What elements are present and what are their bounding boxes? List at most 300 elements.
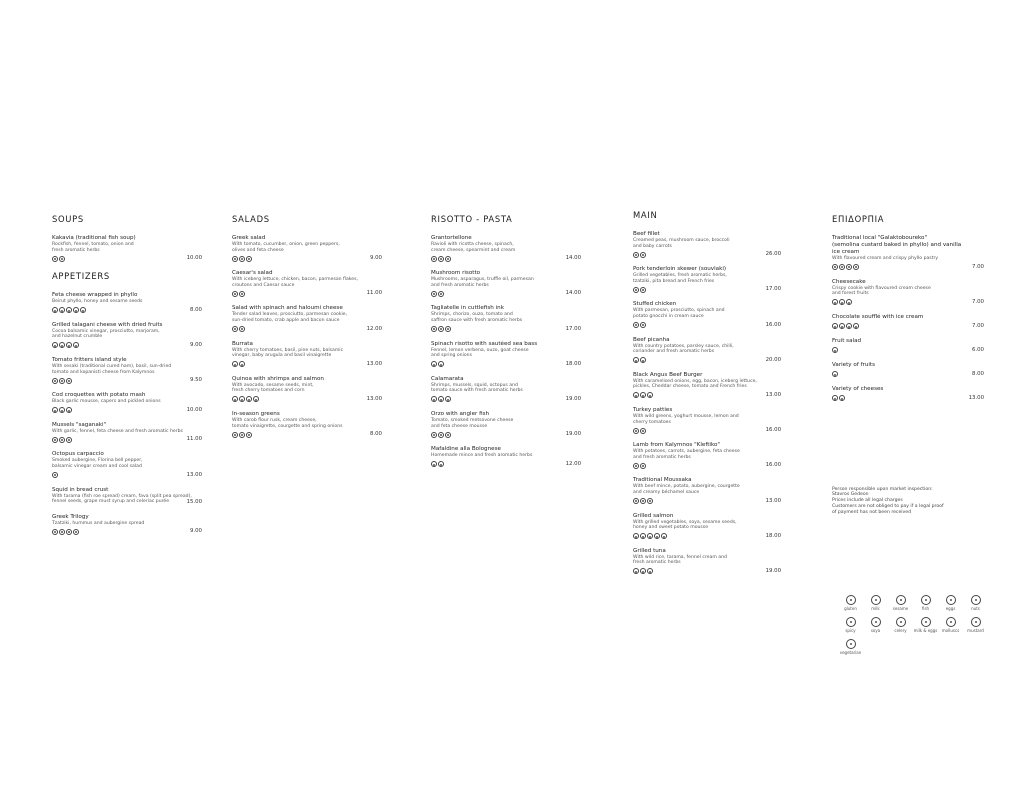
menu-item — [52, 514, 202, 535]
legend-label: molluscs — [941, 628, 960, 633]
allergen-icon — [839, 299, 845, 305]
dish-price: 15.00 — [186, 498, 202, 505]
dish-price: 18.00 — [765, 532, 781, 539]
legend-label: nuts — [971, 606, 980, 611]
allergen-icon — [66, 407, 72, 413]
menu-item — [832, 362, 984, 377]
legend-item — [938, 595, 963, 611]
allergen-icons — [832, 298, 984, 305]
menu-item — [431, 446, 581, 467]
allergen-icon — [253, 396, 259, 402]
note-line: Customers are not obliged to pay if a legal proof — [832, 503, 944, 509]
legend-item — [863, 617, 888, 633]
milk-icon — [871, 595, 881, 605]
allergen-icon — [647, 392, 653, 398]
fish-icon — [921, 595, 931, 605]
dish-description: Rockfish, fennel, tomato, onion and — [52, 242, 134, 247]
gluten-icon — [846, 595, 856, 605]
menu-item — [52, 451, 202, 477]
dish-price: 11.00 — [186, 436, 202, 443]
dish-price: 18.00 — [565, 360, 581, 367]
menu-item — [431, 376, 581, 402]
allergen-icons — [633, 285, 781, 292]
dish-name: Grilled salmon — [633, 512, 674, 519]
legend-row — [838, 595, 988, 611]
allergen-icon — [633, 322, 639, 328]
dish-price: 13.00 — [366, 395, 382, 402]
note-line: Prices include all legal charges — [832, 498, 903, 504]
allergen-icon — [246, 432, 252, 438]
column-1 — [52, 214, 202, 543]
dish-price: 14.00 — [565, 255, 581, 262]
celery-icon — [896, 617, 906, 627]
menu-item — [633, 477, 781, 503]
note-line: of payment has not been received — [832, 509, 912, 515]
allergen-icons — [52, 471, 202, 478]
dish-name: Greek salad — [232, 235, 266, 241]
allergen-icon — [654, 533, 660, 539]
allergen-icon — [431, 326, 437, 332]
risotto-pasta-heading: RISOTTO - PASTA — [431, 214, 513, 224]
dish-price: 12.00 — [565, 460, 581, 467]
dish-price: 16.00 — [765, 462, 781, 469]
allergen-icon — [66, 437, 72, 443]
dish-description: With wild greens, yoghurt mousse, lemon and — [633, 413, 739, 419]
allergen-icon — [52, 529, 58, 535]
legend-label: mustard — [967, 628, 984, 633]
allergen-icon — [647, 498, 653, 504]
dish-description: With tomato, cucumber, onion, green peppers, — [232, 242, 340, 247]
dish-description: With garlic, fennel, feta cheese and fresh aromatic herbs — [52, 428, 183, 434]
dessert-heading: ΕΠΙΔΟΡΠΙΑ — [832, 214, 885, 224]
legend-label: vegetarian — [839, 650, 862, 655]
menu-item — [52, 392, 202, 413]
allergen-icon — [73, 529, 79, 535]
dish-description: With country potatoes, parsley sauce, chilli, — [633, 343, 734, 349]
dish-price: 9.00 — [369, 255, 382, 262]
dish-price: 16.00 — [765, 321, 781, 328]
allergen-icon — [59, 529, 65, 535]
dish-price: 19.00 — [565, 395, 581, 402]
menu-item — [232, 235, 382, 261]
allergen-icon — [445, 396, 451, 402]
dish-description: Grilled vegetables, fresh aromatic herbs, — [633, 273, 727, 279]
dish-description: balsamic vinegar cream and cool salad — [52, 463, 142, 469]
allergen-icons — [431, 289, 581, 296]
dish-name: Traditional Moussaka — [633, 477, 692, 484]
allergen-icon — [832, 299, 838, 305]
allergen-icon — [633, 463, 639, 469]
dish-name: Burrata — [232, 340, 253, 347]
legend-label: fish — [921, 606, 930, 611]
allergen-icon — [640, 392, 646, 398]
allergen-icons — [633, 321, 781, 328]
allergen-icon — [232, 361, 238, 367]
menu-item — [52, 235, 202, 261]
menu-item — [431, 235, 581, 261]
allergen-icon — [246, 396, 252, 402]
dish-description: and fresh aromatic herbs — [431, 282, 489, 288]
dish-description: With caramelised onions, egg, bacon, iceberg lettuce, — [633, 378, 757, 384]
allergen-icon — [647, 533, 653, 539]
dish-description: Tender salad leaves, prosciutto, parmesan cookie, — [232, 312, 348, 318]
dish-name: Pork tenderloin skewer (souvlaki) — [633, 266, 727, 273]
dish-price: 9.00 — [189, 341, 202, 348]
allergen-icon — [633, 252, 639, 258]
dish-price: 8.00 — [971, 370, 984, 377]
dish-price: 13.00 — [366, 360, 382, 367]
menu-item — [832, 338, 984, 353]
allergen-icon — [633, 357, 639, 363]
dish-price: 7.00 — [971, 298, 984, 305]
dish-description: fresh aromatic herbs — [633, 560, 681, 566]
dish-description: With sesaki (traditional cured ham), basil, sun-dried — [52, 363, 172, 369]
allergen-icons — [633, 250, 781, 257]
dish-price: 10.00 — [186, 255, 202, 262]
allergen-icon — [640, 287, 646, 293]
menu-item — [232, 270, 382, 296]
sesame-icon — [896, 595, 906, 605]
allergen-icon — [59, 256, 65, 262]
dish-name: Beef picanha — [633, 336, 670, 343]
allergen-icon — [232, 396, 238, 402]
allergen-icon — [633, 392, 639, 398]
dish-name: Orzo with angler fish — [431, 410, 490, 417]
dish-description: cream cheese, spearmint and cream — [431, 247, 516, 253]
dish-price: 16.00 — [765, 427, 781, 434]
allergen-icons — [431, 430, 581, 437]
dish-name: Lamb from Kalymnos "Kleftiko" — [633, 442, 720, 449]
menu-item — [832, 235, 984, 270]
dish-description: croutons and Caesar sauce — [232, 282, 295, 288]
allergen-icon — [232, 291, 238, 297]
allergen-icon — [853, 264, 859, 270]
dish-price: 19.00 — [765, 567, 781, 574]
allergen-icon — [640, 252, 646, 258]
allergen-icon — [431, 432, 437, 438]
allergen-icon — [66, 378, 72, 384]
dish-price: 6.00 — [971, 346, 984, 353]
dish-description: With tarama (fish roe spread) cream, fava (split pea spread), — [52, 493, 192, 499]
allergen-icon — [661, 533, 667, 539]
dish-description: Crispy cookie with flavoured cream cheese — [832, 285, 931, 291]
allergen-icon — [445, 256, 451, 262]
allergen-icons — [52, 527, 202, 534]
dish-description: Tzatziki, hummus and aubergine spread — [52, 520, 145, 526]
allergen-icon — [73, 342, 79, 348]
allergen-icon — [846, 299, 852, 305]
allergen-icons — [832, 394, 984, 401]
molluscs-icon — [946, 617, 956, 627]
dish-description: With carob flour rusk, cream cheese, — [232, 417, 317, 423]
allergen-icons — [52, 254, 202, 261]
menu-item — [832, 314, 984, 329]
allergen-icon — [66, 529, 72, 535]
dish-description: and baby carrots — [633, 243, 672, 249]
dish-name: Traditional local "Galaktoboureko" — [832, 235, 928, 241]
dessert-list — [832, 235, 984, 401]
allergen-icon — [633, 533, 639, 539]
dish-name: Octopus carpaccio — [52, 451, 104, 458]
allergen-icon — [640, 428, 646, 434]
legend-item — [838, 617, 863, 633]
vegetarian-icon — [846, 639, 856, 649]
dish-price: 26.00 — [765, 251, 781, 258]
spicy-icon — [846, 617, 856, 627]
dish-description: fresh aromatic herbs — [52, 247, 100, 253]
allergen-icon — [633, 428, 639, 434]
dish-name: In-season greens — [232, 410, 280, 417]
dish-name: Tomato fritters island style — [52, 356, 127, 363]
salads-heading: SALADS — [232, 214, 270, 224]
menu-item — [832, 386, 984, 401]
menu-item — [633, 372, 781, 398]
allergen-icons — [832, 370, 984, 377]
dish-description: Shrimps, chorizo, ouzo, tomato and — [431, 312, 513, 318]
allergen-icons — [232, 325, 382, 332]
allergen-icon — [246, 256, 252, 262]
allergen-icons — [431, 460, 581, 467]
dish-description: Beirut phyllo, honey and sesame seeds — [52, 299, 143, 305]
allergen-icon — [73, 307, 79, 313]
dish-name: Mafaldine alla Bolognese — [431, 446, 501, 453]
dish-name: Fruit salad — [832, 337, 862, 344]
dish-name: Grilled talagani cheese with dried fruits — [52, 321, 163, 328]
dish-price: 13.00 — [765, 497, 781, 504]
allergen-icon — [633, 287, 639, 293]
dish-name: Calamarata — [431, 375, 464, 382]
allergen-icon — [431, 461, 437, 467]
dish-name: Kakavia (traditional fish soup) — [52, 235, 136, 241]
dish-description: Smoked aubergine, Florina bell pepper, — [52, 458, 143, 464]
nuts-icon — [971, 595, 981, 605]
dish-description: Tomato, smoked metsovone cheese — [431, 417, 514, 423]
allergen-icons — [832, 322, 984, 329]
allergen-icon — [832, 395, 838, 401]
legend-item — [838, 595, 863, 611]
dish-description: Mushrooms, asparagus, truffle oil, parmesan — [431, 277, 534, 283]
allergen-icons — [633, 567, 781, 574]
legend-item — [888, 595, 913, 611]
dish-name: Spinach risotto with sautéed sea bass — [431, 340, 538, 347]
dish-description: fennel seeds, grape must syrup and celeriac purée — [52, 499, 170, 505]
allergen-icon — [438, 291, 444, 297]
risotto-list — [431, 235, 581, 467]
allergen-icon — [839, 264, 845, 270]
menu-item — [232, 376, 382, 402]
allergen-icon — [640, 498, 646, 504]
allergen-icons — [232, 289, 382, 296]
allergen-icon — [52, 378, 58, 384]
dish-description: and creamy béchamel sauce — [633, 489, 700, 495]
allergen-icon — [59, 407, 65, 413]
allergen-icon — [52, 407, 58, 413]
allergen-icon — [239, 432, 245, 438]
dish-description: Shrimps, mussels, squid, octopus and — [431, 382, 518, 388]
allergen-icon — [239, 361, 245, 367]
allergen-icon — [52, 256, 58, 262]
dish-description: vinegar, baby arugula and basil vinaigrette — [232, 353, 332, 359]
allergen-icon — [647, 568, 653, 574]
appetizers-heading: APPETIZERS — [52, 271, 110, 282]
dish-price: 11.00 — [366, 290, 382, 297]
allergen-icons — [832, 263, 984, 270]
dish-description: With grilled vegetables, soya, sesame seeds, — [633, 519, 737, 525]
allergen-icon — [52, 307, 58, 313]
allergen-icons — [52, 341, 202, 348]
dish-name: Grantortellone — [431, 235, 472, 241]
menu-item — [832, 279, 984, 305]
menu-item — [633, 231, 781, 257]
dish-name: Caesar's salad — [232, 270, 273, 277]
legend-label: celery — [894, 628, 907, 633]
dish-description: pickles, Cheddar cheese, tomato and French fries — [633, 384, 747, 390]
allergen-icon — [832, 371, 838, 377]
dish-description: tomato sauce with fresh aromatic herbs — [431, 388, 523, 394]
legal-notes — [832, 487, 984, 516]
allergen-icon — [633, 568, 639, 574]
dish-description: With parmesan, prosciutto, spinach and — [633, 308, 725, 314]
allergen-icon — [853, 323, 859, 329]
dish-description: With avocado, sesame seeds, mint, — [232, 382, 314, 388]
allergen-icon — [239, 256, 245, 262]
allergen-icons — [633, 391, 781, 398]
allergen-legend — [838, 595, 988, 661]
menu-item — [52, 322, 202, 348]
legend-label: spicy — [845, 628, 856, 633]
allergen-icons — [52, 306, 202, 313]
dish-description: Black garlic mousse, capers and pickled onions — [52, 399, 161, 405]
allergen-icon — [839, 323, 845, 329]
dish-name-continued: (semolina custard baked in phyllo) and vanilla — [832, 242, 962, 248]
dish-name: Turkey patties — [633, 406, 673, 413]
allergen-icon — [640, 463, 646, 469]
allergen-icon — [52, 437, 58, 443]
allergen-icons — [633, 497, 781, 504]
allergen-icon — [640, 533, 646, 539]
menu-item — [431, 341, 581, 367]
allergen-icon — [66, 342, 72, 348]
allergen-icon — [59, 378, 65, 384]
dish-description: Ravioli with ricotta cheese, spinach, — [431, 242, 514, 247]
allergen-icons — [633, 356, 781, 363]
dish-description: Creamed peas, mushroom sauce, broccoli — [633, 238, 730, 243]
allergen-icon — [66, 307, 72, 313]
dish-description: and fresh aromatic herbs — [633, 454, 691, 460]
dish-price: 8.00 — [369, 431, 382, 438]
allergen-icons — [52, 376, 202, 383]
dish-name: Feta cheese wrapped in phyllo — [52, 292, 138, 299]
dish-name: Stuffed chicken — [633, 301, 677, 308]
allergen-icon — [445, 326, 451, 332]
column-5 — [832, 214, 984, 515]
dish-description: cherry tomatoes — [633, 419, 671, 425]
menu-item — [52, 422, 202, 443]
dish-description: tomato and kopanisti cheese from Kalymnos — [52, 369, 155, 375]
dish-name: Variety of cheeses — [832, 385, 884, 392]
dish-name: Cod croquettes with potato mash — [52, 392, 146, 399]
menu-item — [52, 357, 202, 383]
allergen-icon — [59, 307, 65, 313]
allergen-icon — [846, 323, 852, 329]
allergen-icon — [839, 395, 845, 401]
allergen-icon — [832, 347, 838, 353]
dish-price: 7.00 — [971, 263, 984, 270]
allergen-icons — [633, 461, 781, 468]
column-4 — [633, 210, 781, 583]
legend-item — [963, 617, 988, 633]
dish-description: and feta cheese mousse — [431, 423, 488, 429]
dish-price: 12.00 — [366, 325, 382, 332]
allergen-icon — [846, 264, 852, 270]
main-heading: MAIN — [633, 210, 658, 220]
menu-item — [633, 301, 781, 327]
menu-item — [52, 292, 202, 313]
legend-label: sesame — [892, 606, 909, 611]
legend-label: milk & eggs — [913, 628, 938, 633]
dish-description: With wild rice, tarama, fennel cream and — [633, 554, 727, 560]
menu-item — [431, 305, 581, 331]
allergen-icon — [832, 323, 838, 329]
allergen-icon — [59, 342, 65, 348]
dish-description: tomato vinaigrette, courgette and spring onions — [232, 423, 343, 429]
dish-name: Tagliatelle in cuttlefish ink — [431, 305, 504, 312]
dish-price: 9.50 — [189, 377, 202, 384]
allergen-icons — [633, 426, 781, 433]
dish-name: Quinoa with shrimps and salmon — [232, 375, 324, 382]
dish-name: Mushroom risotto — [431, 270, 481, 277]
allergen-icon — [52, 342, 58, 348]
menu-item — [633, 266, 781, 292]
legend-row — [838, 639, 988, 655]
note-line: Person responsible upon market inspection: — [832, 486, 933, 492]
dish-price: 10.00 — [186, 406, 202, 413]
appetizers-list — [52, 292, 202, 534]
allergen-icon — [59, 437, 65, 443]
dish-price: 13.00 — [765, 391, 781, 398]
dish-price: 8.00 — [189, 306, 202, 313]
legend-item — [863, 595, 888, 611]
dish-description: saffron sauce with fresh aromatic herbs — [431, 317, 523, 323]
allergen-icon — [232, 432, 238, 438]
legend-label: soya — [870, 628, 881, 633]
allergen-icon — [239, 396, 245, 402]
dish-description: potato gnocchi in cream sauce — [633, 313, 704, 319]
dish-description: With cherry tomatoes, basil, pine nuts, balsamic — [232, 347, 344, 353]
allergen-icon — [431, 396, 437, 402]
allergen-icons — [431, 395, 581, 402]
dish-name: Grilled tuna — [633, 547, 666, 554]
dish-description: and hazelnut crumble — [52, 334, 103, 340]
dish-description: sun-dried tomato, crab apple and bacon sauce — [232, 317, 340, 323]
dish-name: Squid in bread crust — [52, 486, 109, 493]
dish-description: With potatoes, carrots, aubergine, feta cheese — [633, 449, 740, 455]
menu-item — [431, 411, 581, 437]
eggs-icon — [946, 595, 956, 605]
dish-name: Chocolate soufflé with ice cream — [832, 313, 924, 320]
menu-item — [431, 270, 581, 296]
allergen-icons — [232, 254, 382, 261]
legend-label: eggs — [945, 606, 956, 611]
allergen-icon — [438, 256, 444, 262]
legend-item — [838, 639, 863, 655]
legend-label: milk — [871, 606, 880, 611]
dish-name: Variety of fruits — [832, 361, 876, 368]
allergen-icons — [832, 346, 984, 353]
allergen-icon — [431, 256, 437, 262]
note-line: Stavros Gedeon — [832, 492, 869, 498]
milk-eggs-icon — [921, 617, 931, 627]
